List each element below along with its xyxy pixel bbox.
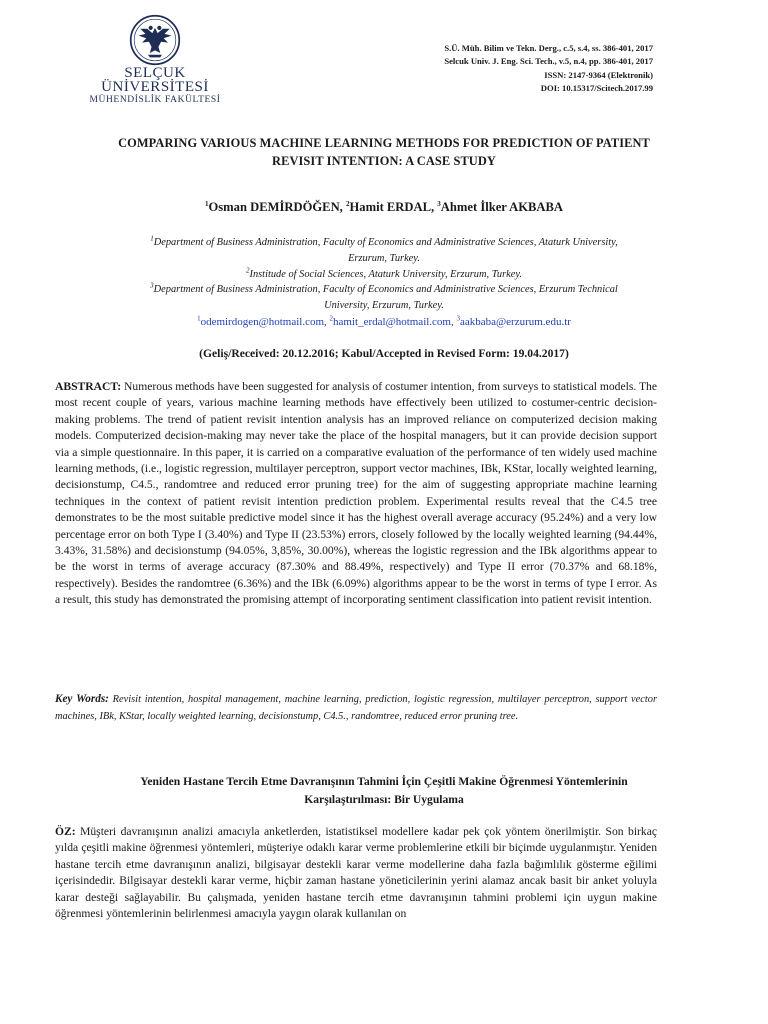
author-affil-number: 2 — [345, 199, 350, 208]
email-number: 1 — [197, 314, 201, 323]
email-link[interactable]: odemirdogen@hotmail.com, — [200, 316, 330, 328]
author-name: Osman DEMİRDÖĞEN, — [208, 200, 346, 214]
received-accepted-dates: (Geliş/Received: 20.12.2016; Kabul/Accepted in Revised Form: 19.04.2017) — [199, 347, 569, 360]
journal-citation-en: Selcuk Univ. J. Eng. Sci. Tech., v.5, n.4, pp. 386-401, 2017 — [444, 56, 653, 67]
email-link[interactable]: aakbaba@erzurum.edu.tr — [460, 316, 571, 328]
abstract — [55, 379, 657, 609]
affiliation-1 — [60, 235, 708, 251]
affiliation-text: Department of Business Administration, Faculty of Economics and Administrative Sciences, Erzurum Technical — [153, 284, 618, 296]
author-name: Ahmet İlker AKBABA — [440, 200, 564, 214]
paper-title-line1: COMPARING VARIOUS MACHINE LEARNING METHODS FOR PREDICTION OF PATIENT — [118, 136, 650, 150]
author-emails — [60, 316, 708, 328]
university-name-line1: SELÇUK — [124, 65, 186, 81]
author-affil-number: 1 — [204, 199, 209, 208]
abstract-text: Numerous methods have been suggested for analysis of costumer intention, from surveys to statistical models. The most recent couple of years, various machine learning methods have effectively been utilized to costumer-centric decision-making problems. The trend of patient revisit intention analysis has an improved reliance on computerized decision making models. Computerized decision-making may never take the place of the hospital managers, but it can provide decision support via a simple questionnaire. In this paper, it is carried on a comparative evaluation of the performance of ten widely used machine learning methods, (i.e., logistic regression, multilayer perceptron, support vector machines, IBk, KStar, locally weighted learning, decisionstump, C4.5., randomtree and reduced error pruning tree) for the aim of suggesting appropriate machine learning techniques in the context of patient revisit intention prediction problem. Experimental results reveal that the C4.5 tree demonstrates to be the most suitable predictive model since it has the highest overall average accuracy (95.24%) and a very low percentage error on both Type I (3.40%) and Type II (23.53%) errors, closely followed by the locally weighted learning (94.44%, 3.43%, 31.58%) and decisionstump (94.05%, 3,85%, 30.00%), whereas the logistic regression and the IBk algorithms appear to be the worst in terms of average accuracy (87.30% and 88.49%, respectively) and Type II error (70.37% and 68.18%, respectively). Besides the randomtree (6.36%) and the IBk (6.09%) algorithms appear to be the worst in terms of type I error. As a result, this study has demonstrated the promising attempt of incorporating sentiment classification into patient revisit intention. — [55, 380, 657, 607]
email-number: 2 — [329, 314, 334, 323]
university-name-line2: ÜNİVERSİTESİ — [101, 79, 209, 95]
affiliation-number: 1 — [150, 234, 154, 243]
faculty-name: MÜHENDİSLİK FAKÜLTESİ — [89, 95, 221, 105]
keywords — [55, 691, 657, 725]
email-link[interactable]: hamit_erdal@hotmail.com, — [333, 316, 457, 328]
affiliations — [60, 235, 708, 314]
affiliation-number: 3 — [150, 281, 154, 290]
paper-title — [60, 134, 708, 170]
paper-title-line2: REVISIT INTENTION: A CASE STUDY — [272, 154, 496, 168]
author-affil-number: 3 — [437, 199, 441, 208]
turkish-title-line1: Yeniden Hastane Tercih Etme Davranışının Tahmini İçin Çeşitli Makine Öğrenmesi Yöntemlerinin — [140, 775, 628, 788]
oz-text: Müşteri davranışının analizi amacıyla anketlerden, istatistiksel modellere kadar pek çok yöntem önerilmiştir. Son birkaç yılda çeşitli makine öğrenmesi yöntemleri, müşteriye odaklı karar verme problemlerine etkili bir biçimde uygulanmıştır. Yeniden hastane tercih etme davranışının analizi, bilgisayar destekli karar verme modellerine daha fazla bağımlılık gösterme eğilimi içerisindedir. Bilgisayar destekli karar verme, hiçbir zaman hastane yöneticilerinin yerini alamaz ancak basit bir anket yoluyla karar desteği sağlayabilir. Bu çalışmada, yeniden hastane tercih etme davranışının tahmini problemi için uygun makine öğrenmesi yöntemlerinin belirlenmesi amacıyla yaygın olarak kullanılan on — [55, 825, 657, 921]
author-name: Hamit ERDAL, — [349, 200, 438, 214]
turkish-title — [60, 773, 708, 808]
journal-issn: ISSN: 2147-9364 (Elektronik) — [544, 69, 653, 80]
university-logo — [86, 14, 224, 106]
author-list — [60, 200, 708, 215]
journal-citation-tr: S.Ü. Müh. Bilim ve Tekn. Derg., c.5, s.4, ss. 386-401, 2017 — [444, 43, 653, 53]
affiliation-3-cont: University, Erzurum, Turkey. — [324, 300, 444, 312]
keywords-label: Key Words: — [55, 693, 109, 705]
keywords-text: Revisit intention, hospital management, machine learning, prediction, logistic regression, multilayer perceptron, support vector machines, IBk, KStar, locally weighted learning, decisionstump, C4.5., randomtree, reduced error pruning tree. — [55, 694, 657, 722]
affiliation-text: Institude of Social Sciences, Ataturk University, Erzurum, Turkey. — [249, 268, 523, 280]
affiliation-2 — [60, 267, 708, 283]
affiliation-3 — [60, 282, 708, 298]
double-headed-eagle-seal-icon — [129, 14, 181, 66]
affiliation-1-cont: Erzurum, Turkey. — [348, 252, 420, 264]
turkish-abstract — [55, 824, 657, 922]
abstract-label: ABSTRACT: — [55, 380, 122, 393]
journal-doi: DOI: 10.15317/Scitech.2017.99 — [540, 83, 653, 94]
oz-label: ÖZ: — [55, 825, 76, 838]
affiliation-number: 2 — [245, 266, 250, 275]
journal-info — [444, 42, 653, 96]
email-number: 3 — [456, 314, 460, 323]
affiliation-text: Department of Business Administration, Faculty of Economics and Administrative Sciences, Ataturk University, — [153, 237, 618, 248]
turkish-title-line2: Karşılaştırılması: Bir Uygulama — [304, 792, 464, 806]
